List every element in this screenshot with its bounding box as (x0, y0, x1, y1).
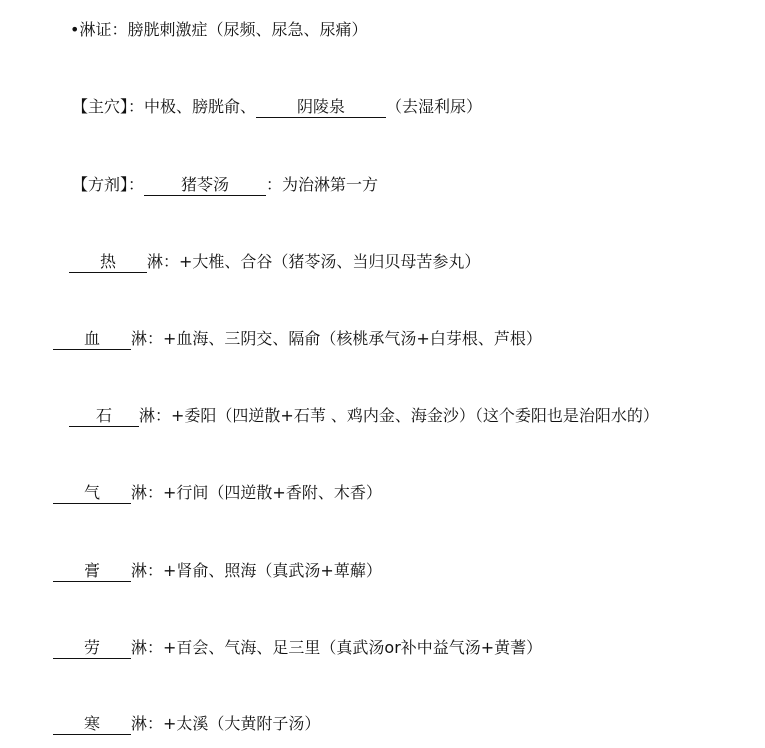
fill-blank: 膏 (53, 561, 131, 582)
note-line-formula (72, 174, 378, 196)
line-text: •淋证：膀胱刺激症（尿频、尿急、尿痛） (70, 20, 368, 39)
fill-blank: 气 (53, 483, 131, 504)
line-text: 淋：+太溪（大黄附子汤） (131, 714, 321, 733)
note-line-shi-lin (69, 405, 659, 427)
line-text: ：为治淋第一方 (266, 175, 379, 194)
line-text: 淋：+百会、气海、足三里（真武汤or补中益气汤+黄蓍） (131, 638, 543, 657)
note-line-gao-lin (53, 560, 382, 582)
fill-blank: 石 (69, 406, 139, 427)
note-line-lao-lin (53, 637, 542, 659)
fill-blank: 劳 (53, 638, 131, 659)
note-line-main-points (72, 96, 482, 118)
line-text: 淋：+委阳（四逆散+石苇 、鸡内金、海金沙）（这个委阳也是治阳水的） (139, 406, 659, 425)
note-line-re-lin (69, 251, 480, 273)
line-label: 【主穴】：中极、膀胱俞、 (72, 97, 257, 116)
fill-blank: 热 (69, 252, 147, 273)
note-line-xue-lin (53, 328, 542, 350)
fill-blank: 猪苓汤 (144, 175, 266, 196)
line-text: 淋：+血海、三阴交、隔俞（核桃承气汤+白芽根、芦根） (131, 329, 542, 348)
note-line-han-lin (53, 713, 320, 735)
line-text: 淋：+大椎、合谷（猪苓汤、当归贝母苦参丸） (147, 252, 481, 271)
fill-blank: 寒 (53, 714, 131, 735)
fill-blank: 阴陵泉 (256, 97, 386, 118)
line-text: 淋：+肾俞、照海（真武汤+萆薢） (131, 561, 382, 580)
fill-blank: 血 (53, 329, 131, 350)
note-line-linzheng (70, 19, 367, 41)
line-text: 淋：+行间（四逆散+香附、木香） (131, 483, 382, 502)
line-text: （去湿利尿） (386, 97, 483, 116)
line-label: 【方剂】： (72, 175, 145, 194)
note-line-qi-lin (53, 482, 382, 504)
